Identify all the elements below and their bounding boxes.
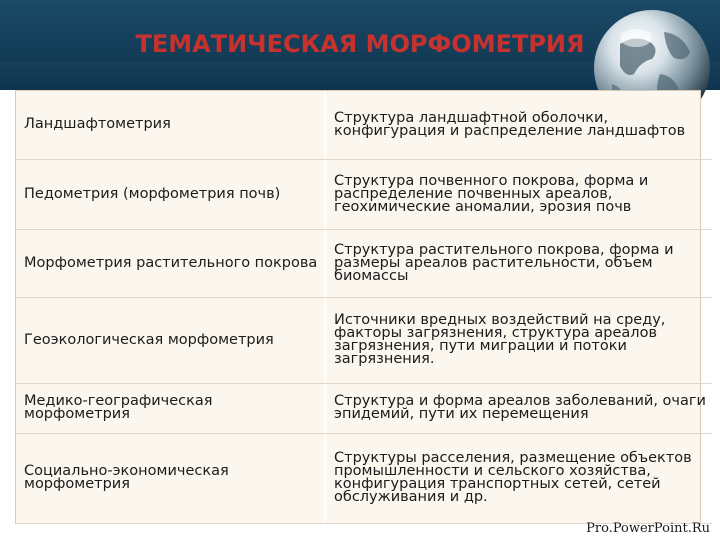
row-name: Ландшафтометрия: [16, 91, 324, 159]
row-name: Геоэкологическая морфометрия: [16, 297, 324, 383]
morphometry-table: [15, 90, 706, 524]
row-name: Социально-экономическая морфометрия: [16, 433, 324, 523]
row-description: Структуры расселения, размещение объектов промышленности и сельского хозяйства, конфигурация транспортных сетей, сетей обслуживания и др.: [326, 433, 712, 523]
row-description: Структура почвенного покрова, форма и распределение почвенных ареалов, геохимические аномалии, эрозия почв: [326, 159, 712, 229]
table-row: [16, 229, 712, 297]
row-name: Медико-географическая морфометрия: [16, 383, 324, 433]
table-row: [16, 159, 712, 229]
row-description: Структура и форма ареалов заболеваний, очаги эпидемий, пути их перемещения: [326, 383, 712, 433]
table-row: [16, 91, 712, 159]
table-row: [16, 297, 712, 383]
table-row: [16, 433, 712, 523]
row-description: Структура растительного покрова, форма и размеры ареалов растительности, объем биомассы: [326, 229, 712, 297]
slide-title: ТЕМАТИЧЕСКАЯ МОРФОМЕТРИЯ: [135, 30, 585, 58]
row-description: Источники вредных воздействий на среду, факторы загрязнения, структура ареалов загрязнения, пути миграции и потоки загрязнения.: [326, 297, 712, 383]
row-name: Морфометрия растительного покрова: [16, 229, 324, 297]
table-row: [16, 383, 712, 433]
row-name: Педометрия (морфометрия почв): [16, 159, 324, 229]
footer-credit: Pro.PowerPoint.Ru: [586, 521, 710, 536]
row-description: Структура ландшафтной оболочки, конфигурация и распределение ландшафтов: [326, 91, 712, 159]
